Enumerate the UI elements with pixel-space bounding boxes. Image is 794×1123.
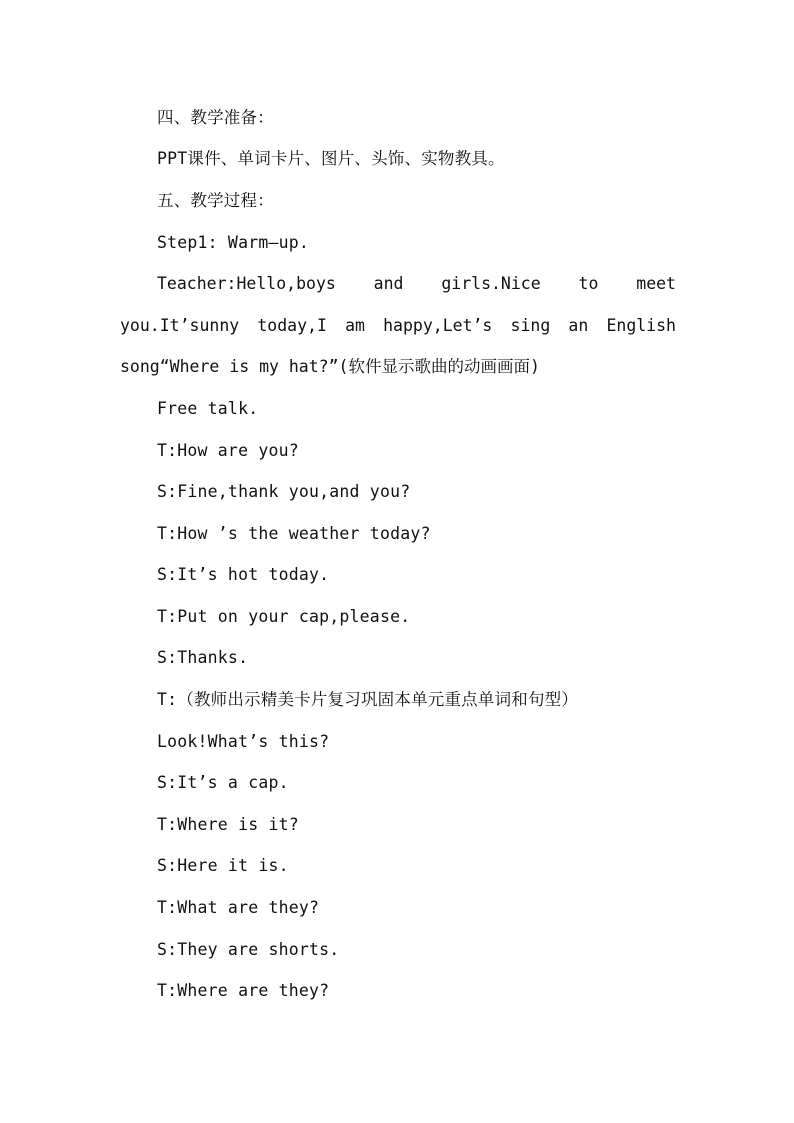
dialogue-line: S:Fine,thank you,and you? xyxy=(157,482,411,501)
dialogue-line: T:Where is it? xyxy=(157,815,299,834)
free-talk-label: Free talk. xyxy=(157,399,259,418)
dialogue-line: Look!What’s this? xyxy=(157,732,330,751)
dialogue-line: S:Here it is. xyxy=(157,856,289,875)
dialogue-line: S:It’s hot today. xyxy=(157,565,330,584)
dialogue-line: T:（教师出示精美卡片复习巩固本单元重点单词和句型） xyxy=(157,690,579,709)
teacher-intro-paragraph: Teacher:Hello,boys and girls.Nice to meet you.It’sunny today,I am happy,Let’s sing an English song“Where is my hat?”(软件显示歌曲的动画画面) xyxy=(120,274,676,376)
dialogue-line: T:What are they? xyxy=(157,898,320,917)
dialogue-line: S:They are shorts. xyxy=(157,940,340,959)
dialogue-line: T:How ’s the weather today? xyxy=(157,524,431,543)
dialogue-line: T:Put on your cap,please. xyxy=(157,607,411,626)
dialogue-line: T:Where are they? xyxy=(157,981,330,1000)
dialogue-line: S:Thanks. xyxy=(157,648,249,667)
dialogue-line: T:How are you? xyxy=(157,441,299,460)
section-heading-process: 五、教学过程： xyxy=(157,191,274,210)
step-label: Step1: Warm—up. xyxy=(157,233,310,252)
section-heading-preparation: 四、教学准备： xyxy=(157,108,274,127)
materials-text: PPT课件、单词卡片、图片、头饰、实物教具。 xyxy=(157,149,505,168)
dialogue-line: S:It’s a cap. xyxy=(157,773,289,792)
